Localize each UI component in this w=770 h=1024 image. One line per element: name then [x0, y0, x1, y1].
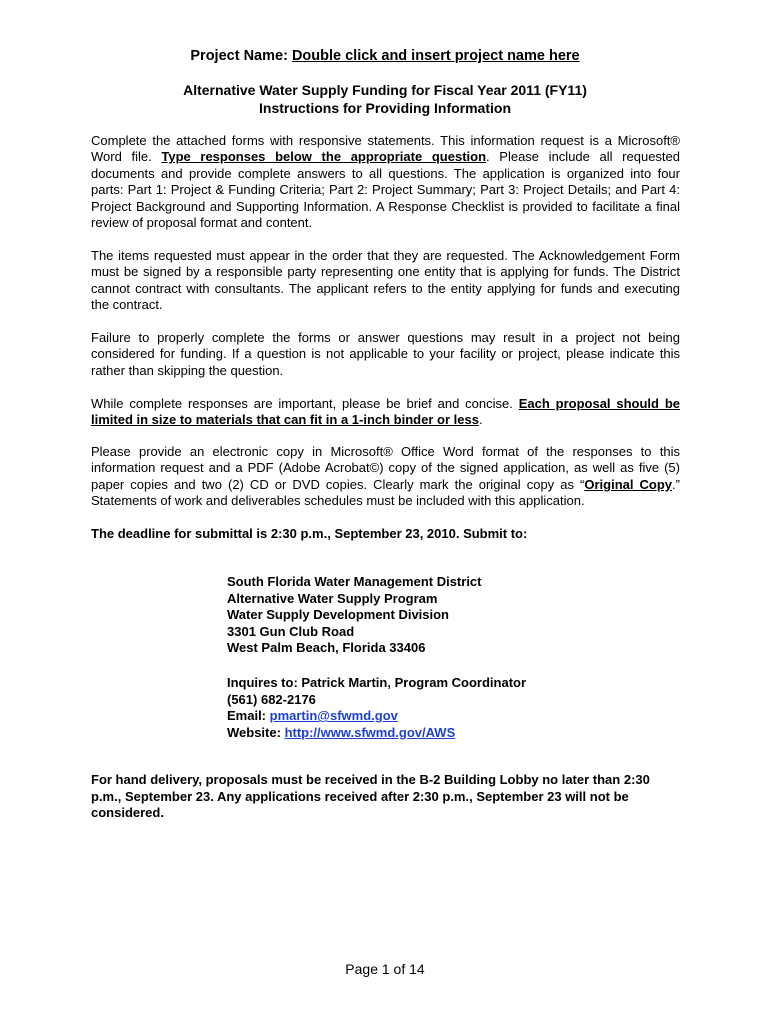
website-label: Website:	[227, 724, 285, 740]
document-subtitle	[0, 81, 770, 117]
address-division: Water Supply Development Division	[227, 607, 450, 623]
email-label: Email:	[227, 708, 270, 724]
subtitle-instructions-line: Instructions for Providing Information	[259, 100, 511, 116]
address-organization: South Florida Water Management District	[227, 574, 482, 589]
p4-text-end: .	[478, 412, 483, 428]
page-number: Page 1 of 14	[345, 961, 425, 977]
contact-inquiries: Inquires to: Patrick Martin, Program Coordinator	[227, 675, 527, 690]
paragraph-complete-forms	[91, 133, 680, 231]
contact-info	[227, 675, 707, 741]
address-city: West Palm Beach, Florida 33406	[227, 640, 426, 656]
project-name-label: Project Name:	[190, 48, 292, 64]
p4-emphasis: Each proposal should be limited in size to materials that can fit in a 1-inch binder or less	[91, 396, 680, 428]
paragraph-failure-notice: Failure to properly complete the forms or answer questions may result in a project not being considered for funding. If a question is not applicable to your facility or project, please indicate this rather than skipping the question.	[91, 330, 680, 378]
p4-text-start: While complete responses are important, please be brief and concise.	[91, 396, 519, 411]
address-street: 3301 Gun Club Road	[227, 623, 355, 639]
p1-text-start: Complete the attached forms with responsive statements. This information request is a Microsoft® Word file.	[91, 133, 680, 165]
paragraph-order-requirements: The items requested must appear in the order that they are requested. The Acknowledgement Form must be signed by a responsible party representing one entity that is applying for funds. The District cannot contract with consultants. The applicant refers to the entity applying for funds and executing the contract.	[91, 248, 680, 313]
subtitle-funding-line: Alternative Water Supply Funding for Fiscal Year 2011 (FY11)	[183, 82, 587, 98]
paragraph-brevity	[91, 396, 680, 429]
website-link[interactable]: http://www.sfwmd.gov/AWS	[284, 724, 456, 740]
mailing-address	[227, 574, 707, 657]
project-name-heading	[0, 46, 770, 66]
p1-text-end: . Please include all requested documents and provide complete answers to all questions. The application is organized into four parts: Part 1: Project & Funding Criteria; Part 2: Project Summary; Part 3: Project Details; and Part 4: Project Background and Supporting Information. A Response Checklist is provided to facilitate a final review of proposal format and content.	[91, 149, 681, 231]
email-link[interactable]: pmartin@sfwmd.gov	[269, 708, 398, 724]
contact-email-row	[227, 708, 707, 725]
p5-emphasis: Original Copy	[584, 476, 673, 492]
p1-emphasis: Type responses below the appropriate question	[161, 149, 487, 165]
address-program: Alternative Water Supply Program	[227, 590, 438, 606]
contact-website-row	[227, 725, 707, 742]
contact-phone: (561) 682-2176	[227, 691, 316, 707]
project-name-placeholder-field[interactable]: Double click and insert project name here	[291, 48, 580, 64]
p5-text-end: .” Statements of work and deliverables schedules must be included with this application.	[91, 476, 680, 509]
p5-text-start: Please provide an electronic copy in Microsoft® Office Word format of the responses to this information request and a PDF (Adobe Acrobat©) copy of the signed application, as well as five (5) paper copies and two (2) CD or DVD copies. Clearly mark the original copy as “	[91, 444, 680, 492]
hand-delivery-notice: For hand delivery, proposals must be received in the B-2 Building Lobby no later than 2:30 p.m., September 23. Any applications received after 2:30 p.m., September 23 will not be considered.	[91, 772, 650, 821]
paragraph-electronic-copy	[91, 444, 680, 510]
deadline-statement: The deadline for submittal is 2:30 p.m., September 23, 2010. Submit to:	[91, 526, 528, 541]
